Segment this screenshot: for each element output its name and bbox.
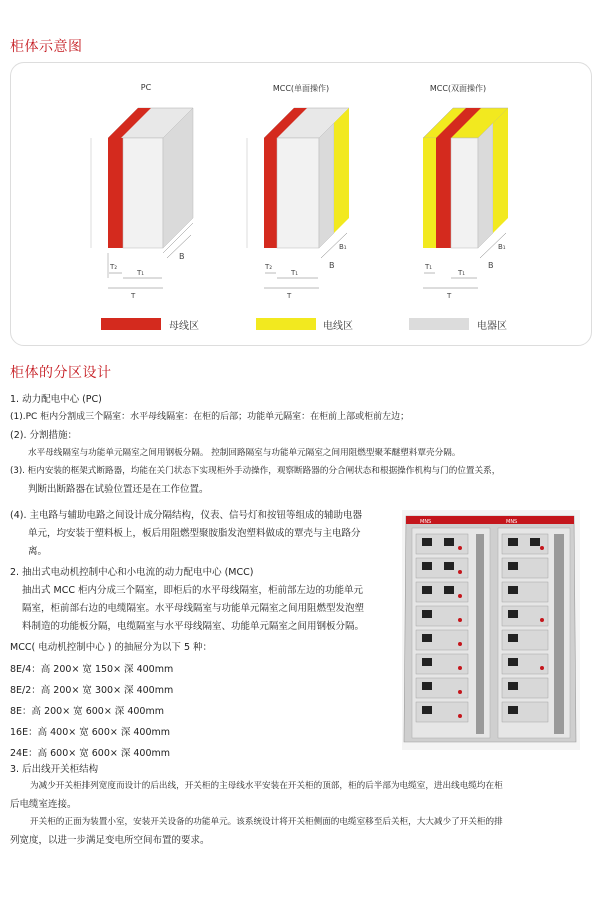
text-line: 开关柜的正面为装置小室，安装开关设备的功能单元。该系统设计将开关柜侧面的电缆室移至后关柜，大大减少了开关柜的排 <box>30 817 503 827</box>
brand-label: MNS <box>506 519 518 525</box>
dim-label: T₁ <box>291 269 299 277</box>
cabinet-mcc-double <box>423 108 508 300</box>
dim-label: T₂ <box>265 263 273 271</box>
legend-swatch-device <box>409 318 469 330</box>
text-line: (2). 分割措施： <box>10 430 77 441</box>
legend-swatch-wire <box>256 318 316 330</box>
section-title-zoning: 柜体的分区设计 <box>10 365 112 381</box>
text-line: MCC( 电动机控制中心 ) 的抽屉分为以下 5 种： <box>10 642 213 653</box>
text-line: 隔室，柜前部右边的电缆隔室。水平母线隔室与功能单元隔室之间用阻燃型发泡塑 <box>22 603 365 614</box>
switchgear-photo <box>402 510 580 750</box>
text-line: (3). 柜内安装的框架式断路器，均能在关门状态下实现柜外手动操作，观察断路器的分合闸状态和根据操作机构与门的位置关系， <box>10 466 501 476</box>
dim-label: B₁ <box>339 243 347 251</box>
dim-label: B₁ <box>498 243 506 251</box>
text-line: 为减少开关柜排列宽度而设计的后出线，开关柜的主母线水平安装在开关柜的顶部，柜的后半部为电缆室，进出线电缆均在柜 <box>30 781 503 791</box>
cabinet-title-mcc-double: MCC(双面操作) <box>429 84 487 93</box>
text-line: (4). 主电路与辅助电路之间设计成分隔结构，仪表、信号灯和按钮等组成的辅助电器 <box>10 510 362 521</box>
text-line: 判断出断路器在试验位置还是在工作位置。 <box>28 484 209 495</box>
text-line: 抽出式 MCC 柜内分成三个隔室，即柜后的水平母线隔室，柜前部左边的功能单元 <box>22 585 364 596</box>
dim-label: T <box>447 292 452 300</box>
text-line: 24E：高 600× 宽 600× 深 400mm <box>10 748 171 759</box>
dim-label: B <box>179 252 185 261</box>
cabinet-title-pc: PC <box>140 83 152 92</box>
section-title-diagram: 柜体示意图 <box>10 39 83 55</box>
legend-label-wire: 电线区 <box>323 321 353 332</box>
dim-label: T₁ <box>425 263 433 271</box>
dim-label: T₁ <box>458 269 466 277</box>
dim-label: T₁ <box>137 269 145 277</box>
brand-label: MNS <box>420 519 432 525</box>
text-line: 离。 <box>28 546 48 557</box>
text-line: 水平母线隔室与功能单元隔室之间用钢板分隔。 控制回路隔室与功能单元隔室之间用阻燃型聚苯醚塑料覃壳分隔。 <box>28 448 461 458</box>
dim-label: T <box>287 292 292 300</box>
text-line: 8E/4：高 200× 宽 150× 深 400mm <box>10 664 174 675</box>
text-line: 8E：高 200× 宽 600× 深 400mm <box>10 706 164 717</box>
text-line: 1. 动力配电中心 (PC) <box>10 394 102 405</box>
legend-swatch-busbar <box>101 318 161 330</box>
text-line: 料制造的功能板分隔，电缆隔室与水平母线隔室、功能单元隔室之间用钢板分隔。 <box>22 621 365 632</box>
dim-label: T <box>131 292 136 300</box>
text-line: 后电缆室连接。 <box>10 799 77 810</box>
dim-label: B <box>488 261 494 270</box>
cabinet-diagram-panel <box>10 62 592 346</box>
text-line: (1).PC 柜内分割成三个隔室：水平母线隔室：在柜的后部；功能单元隔室：在柜前上部或柜前左边； <box>10 412 410 422</box>
cabinet-drawings <box>11 63 591 313</box>
legend-label-device: 电器区 <box>477 321 507 332</box>
text-line: 16E：高 400× 宽 600× 深 400mm <box>10 727 171 738</box>
text-line: 8E/2：高 200× 宽 300× 深 400mm <box>10 685 174 696</box>
text-line: 单元，均安装于塑料板上，板后用阻燃型聚胺脂发泡塑料做成的覃壳与主电路分 <box>28 528 361 539</box>
legend-label-busbar: 母线区 <box>169 321 199 332</box>
text-line: 2. 抽出式电动机控制中心和小电流的动力配电中心 (MCC) <box>10 567 254 578</box>
dim-label: B <box>329 261 335 270</box>
cabinet-title-mcc-single: MCC(单面操作) <box>272 84 330 93</box>
dim-label: T₂ <box>110 263 118 271</box>
text-line: 3. 后出线开关柜结构 <box>10 764 99 775</box>
text-line: 列宽度，以进一步满足变电所空间布置的要求。 <box>10 835 210 846</box>
cabinet-mcc-single <box>247 108 349 300</box>
cabinet-pc <box>91 108 193 300</box>
